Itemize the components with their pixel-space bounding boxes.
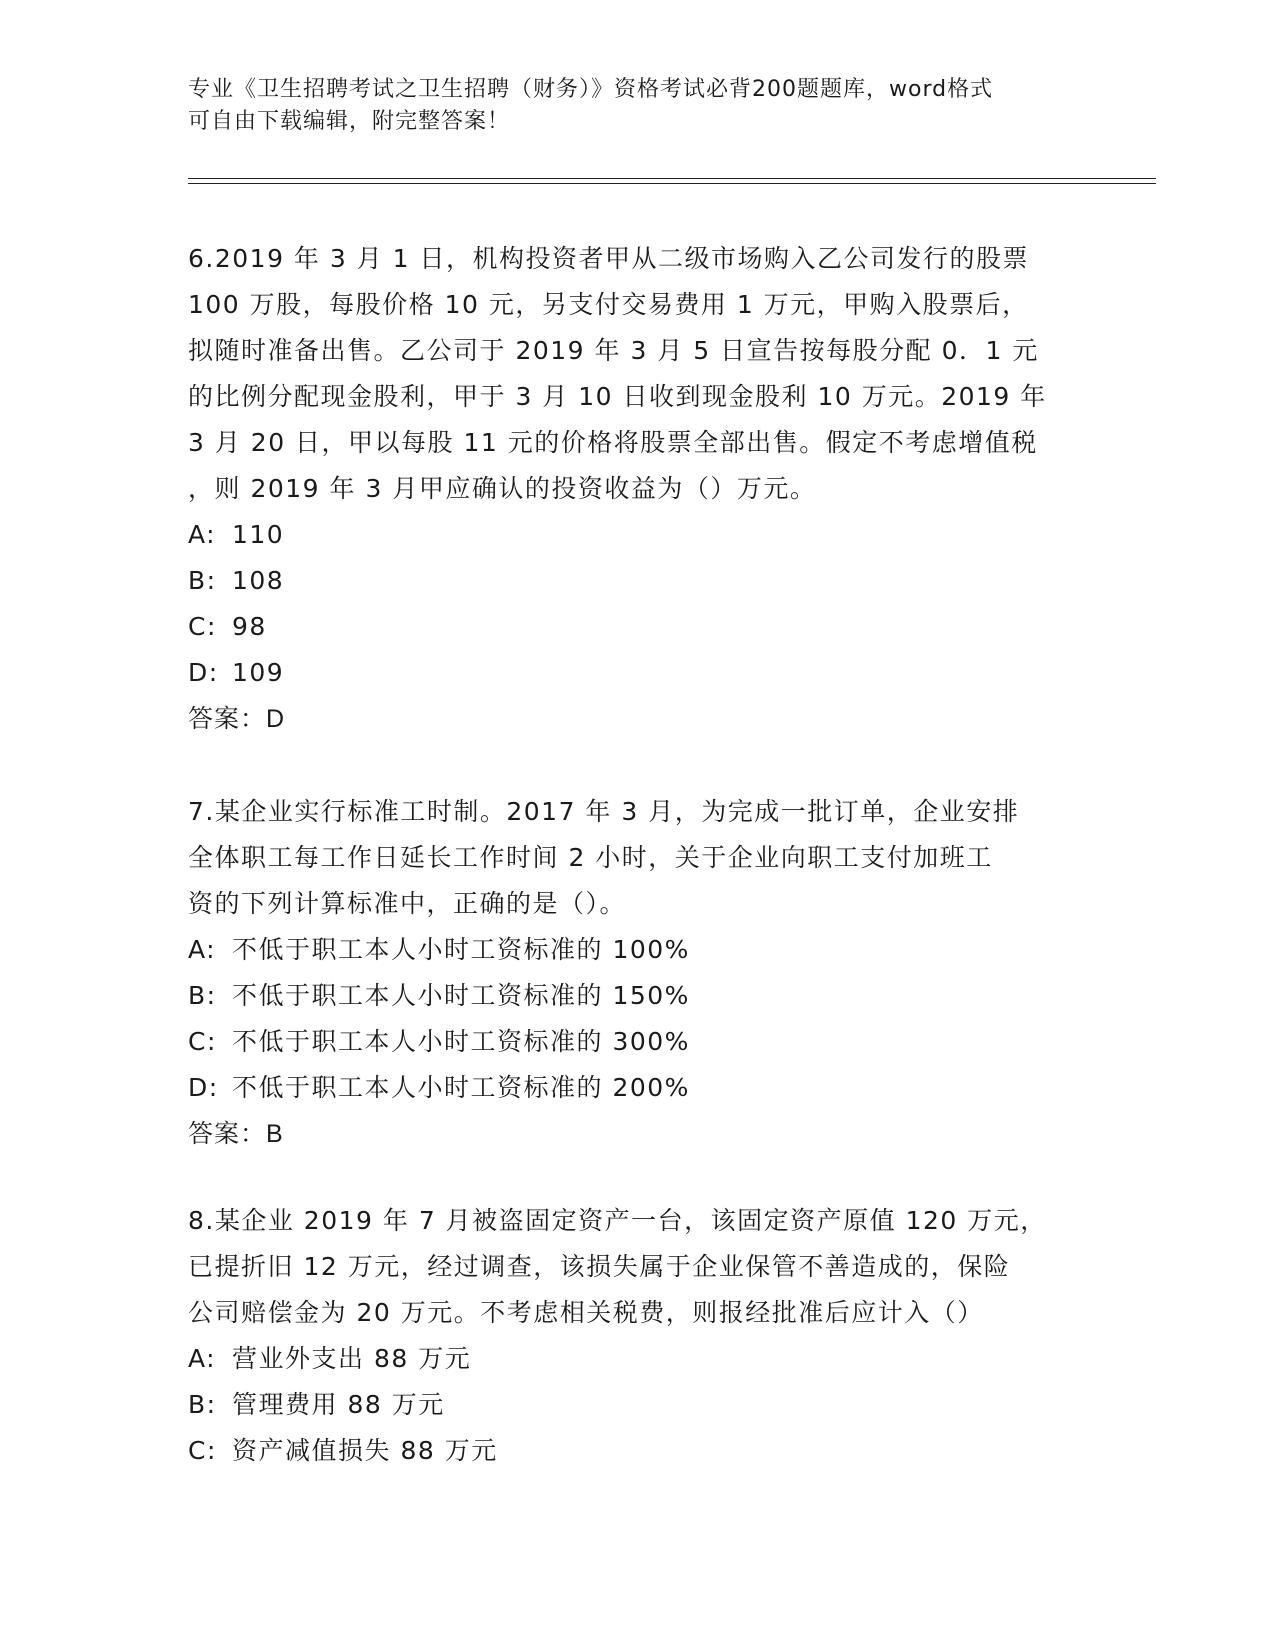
option-key: D:: [188, 658, 219, 687]
question-text-line: 资的下列计算标准中，正确的是（）。: [188, 889, 627, 918]
header-title-line-2: 可自由下载编辑，附完整答案！: [188, 109, 511, 134]
option-text: 不低于职工本人小时工资标准的 100%: [232, 935, 690, 964]
option-c: [188, 1428, 1088, 1474]
option-text: 不低于职工本人小时工资标准的 200%: [232, 1073, 690, 1102]
question-text-line: 拟随时准备出售。乙公司于 2019 年 3 月 5 日宣告按每股分配 0．1 元: [188, 336, 1039, 365]
question-6: [188, 236, 1088, 742]
question-text-line: 公司赔偿金为 20 万元。不考虑相关税费，则报经批准后应计入（）: [188, 1298, 984, 1327]
option-text: 资产减值损失 88 万元: [232, 1436, 498, 1465]
option-a: [188, 927, 1088, 973]
question-text-line: 7.某企业实行标准工时制。2017 年 3 月，为完成一批订单，企业安排: [188, 797, 1020, 826]
option-key: B:: [188, 981, 217, 1010]
option-key: C:: [188, 1436, 217, 1465]
option-key: A:: [188, 520, 217, 549]
header-divider-bottom: [188, 183, 1156, 184]
option-b: [188, 973, 1088, 1019]
option-key: C:: [188, 612, 217, 641]
option-key: C:: [188, 1027, 217, 1056]
option-text: 110: [232, 520, 285, 549]
question-text-line: 已提折旧 12 万元，经过调查，该损失属于企业保管不善造成的，保险: [188, 1252, 1011, 1281]
header-divider-top: [188, 178, 1156, 179]
option-text: 不低于职工本人小时工资标准的 150%: [232, 981, 690, 1010]
option-a: [188, 512, 1088, 558]
option-text: 98: [232, 612, 267, 641]
question-text-line: 8.某企业 2019 年 7 月被盗固定资产一台，该固定资产原值 120 万元，: [188, 1206, 1047, 1235]
option-text: 109: [232, 658, 285, 687]
question-text-line: 3 月 20 日，甲以每股 11 元的价格将股票全部出售。假定不考虑增值税: [188, 428, 1038, 457]
question-text-line: 全体职工每工作日延长工作时间 2 小时，关于企业向职工支付加班工: [188, 843, 993, 872]
option-d: [188, 1065, 1088, 1111]
option-c: [188, 1019, 1088, 1065]
question-text-line: 的比例分配现金股利，甲于 3 月 10 日收到现金股利 10 万元。2019 年: [188, 382, 1047, 411]
option-b: [188, 1382, 1088, 1428]
question-text-line: 100 万股，每股价格 10 元，另支付交易费用 1 万元，甲购入股票后，: [188, 290, 1029, 319]
option-key: B:: [188, 566, 217, 595]
question-7: [188, 789, 1088, 1157]
option-b: [188, 558, 1088, 604]
option-key: B:: [188, 1390, 217, 1419]
document-header: [188, 74, 1088, 138]
option-a: [188, 1336, 1088, 1382]
question-8: [188, 1198, 1088, 1474]
answer-label: 答案：D: [188, 705, 286, 733]
answer-label: 答案：B: [188, 1120, 284, 1148]
header-title-line-1: 专业《卫生招聘考试之卫生招聘（财务）》资格考试必背200题题库，word格式: [188, 77, 994, 102]
question-text-line: 6.2019 年 3 月 1 日，机构投资者甲从二级市场购入乙公司发行的股票: [188, 244, 1030, 273]
option-key: A:: [188, 935, 217, 964]
option-text: 管理费用 88 万元: [232, 1390, 445, 1419]
option-key: A:: [188, 1344, 217, 1373]
question-text-line: ，则 2019 年 3 月甲应确认的投资收益为（）万元。: [188, 474, 817, 503]
option-key: D:: [188, 1073, 219, 1102]
option-c: [188, 604, 1088, 650]
option-text: 108: [232, 566, 285, 595]
option-text: 不低于职工本人小时工资标准的 300%: [232, 1027, 690, 1056]
option-d: [188, 650, 1088, 696]
option-text: 营业外支出 88 万元: [232, 1344, 472, 1373]
